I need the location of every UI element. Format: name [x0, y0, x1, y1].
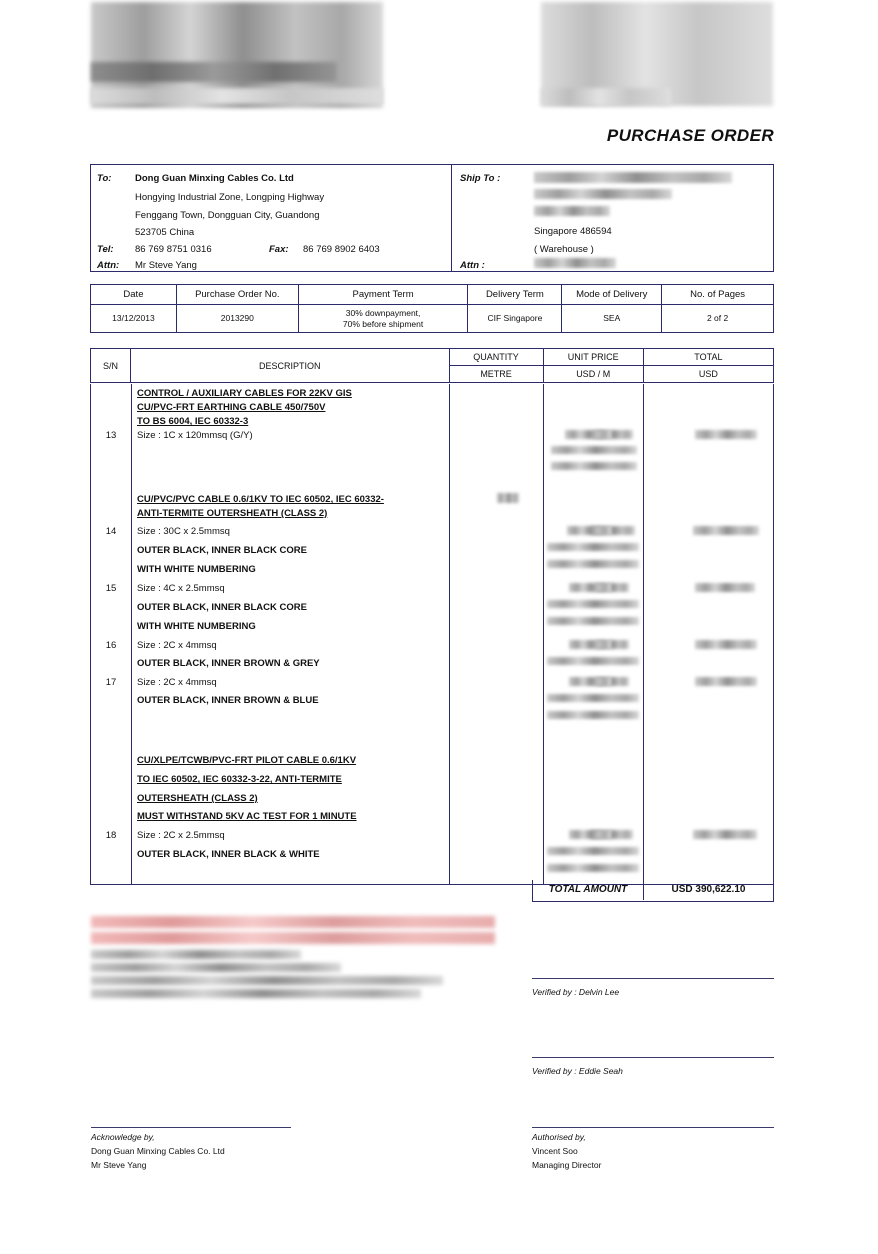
- qty-note-redacted: [547, 711, 639, 719]
- col-header-quantity: QUANTITY: [449, 349, 543, 366]
- column-divider-desc: [449, 384, 450, 884]
- description-line: Size : 2C x 4mmsq: [137, 640, 217, 651]
- note-line-3-redacted: [91, 950, 301, 959]
- line-item-sn: 17: [105, 677, 117, 688]
- description-line: Size : 2C x 4mmsq: [137, 677, 217, 688]
- qty-note-redacted: [547, 657, 639, 665]
- iec-code-redacted: [497, 493, 519, 503]
- meta-value-payment-term: 30% downpayment, 70% before shipment: [298, 305, 468, 333]
- meta-value-po-no: 2013290: [176, 305, 298, 333]
- description-line: CU/XLPE/TCWB/PVC-FRT PILOT CABLE 0.6/1KV: [137, 755, 357, 766]
- total-redacted: [695, 583, 755, 592]
- description-line: TO BS 6004, IEC 60332-3: [137, 416, 249, 427]
- description-line: ANTI-TERMITE OUTERSHEATH (CLASS 2): [137, 508, 328, 519]
- meta-header-delivery-term: Delivery Term: [468, 285, 562, 305]
- description-line: WITH WHITE NUMBERING: [137, 621, 256, 632]
- qty-note-redacted: [547, 847, 639, 855]
- description-line: MUST WITHSTAND 5KV AC TEST FOR 1 MINUTE: [137, 811, 357, 822]
- shipto-label: Ship To :: [460, 173, 501, 184]
- total-amount-label: TOTAL AMOUNT: [548, 884, 628, 895]
- supplier-address-3: 523705 China: [135, 227, 195, 238]
- acknowledge-person: Mr Steve Yang: [91, 1160, 147, 1170]
- note-line-2-redacted: [91, 932, 495, 944]
- shipto-line-1-redacted: [534, 172, 732, 183]
- price-redacted: [569, 640, 611, 649]
- verified-by-1: Verified by : Delvin Lee: [532, 987, 620, 997]
- column-divider-qty: [543, 384, 544, 884]
- supplier-address-1: Hongying Industrial Zone, Longping Highway: [135, 192, 325, 203]
- total-redacted: [695, 640, 757, 649]
- authorised-person: Vincent Soo: [532, 1146, 578, 1156]
- total-amount-row: [532, 880, 774, 902]
- price-redacted: [569, 583, 611, 592]
- address-box: [90, 164, 774, 272]
- qty-note-redacted: [551, 462, 637, 470]
- verified-1-line: [532, 978, 774, 979]
- col-header-total: TOTAL: [643, 349, 773, 366]
- supplier-attn: Mr Steve Yang: [135, 260, 197, 271]
- description-line: OUTER BLACK, INNER BROWN & GREY: [137, 658, 320, 669]
- qty-note-redacted: [547, 560, 639, 568]
- description-line: CU/PVC/PVC CABLE 0.6/1KV TO IEC 60502, IEC 60332-: [137, 494, 384, 505]
- meta-header-no-of-pages: No. of Pages: [662, 285, 774, 305]
- authorised-label: Authorised by,: [532, 1132, 586, 1142]
- meta-header-row: [91, 285, 774, 305]
- description-line: OUTERSHEATH (CLASS 2): [137, 793, 258, 804]
- column-divider-price: [643, 384, 644, 884]
- description-line: TO IEC 60502, IEC 60332-3-22, ANTI-TERMITE: [137, 774, 342, 785]
- description-line: Size : 2C x 2.5mmsq: [137, 830, 225, 841]
- meta-value-no-of-pages: 2 of 2: [662, 305, 774, 333]
- qty-note-redacted: [551, 446, 637, 454]
- col-header-quantity-unit: METRE: [449, 366, 543, 383]
- col-header-sn: S/N: [91, 349, 131, 383]
- meta-value-delivery-term: CIF Singapore: [468, 305, 562, 333]
- line-item-sn: 15: [105, 583, 117, 594]
- column-divider-sn: [131, 384, 132, 884]
- shipto-block: [452, 165, 775, 273]
- description-line: Size : 30C x 2.5mmsq: [137, 526, 230, 537]
- note-line-1-redacted: [91, 916, 495, 928]
- meta-header-payment-term: Payment Term: [298, 285, 468, 305]
- verified-2-line: [532, 1057, 774, 1058]
- acknowledge-company: Dong Guan Minxing Cables Co. Ltd: [91, 1146, 225, 1156]
- note-line-6-redacted: [91, 989, 421, 998]
- attn-label-supplier: Attn:: [97, 260, 120, 271]
- shipto-city: Singapore 486594: [534, 226, 612, 237]
- line-items-header: [90, 348, 774, 383]
- logo-right-subtext: [541, 88, 671, 106]
- total-redacted: [695, 430, 757, 439]
- description-line: Size : 4C x 2.5mmsq: [137, 583, 225, 594]
- description-line: CU/PVC-FRT EARTHING CABLE 450/750V: [137, 402, 326, 413]
- price-redacted: [569, 677, 611, 686]
- supplier-fax: 86 769 8902 6403: [303, 244, 380, 255]
- meta-header-mode-of-delivery: Mode of Delivery: [562, 285, 662, 305]
- meta-header-date: Date: [91, 285, 177, 305]
- total-redacted: [693, 830, 757, 839]
- qty-note-redacted: [547, 864, 639, 872]
- description-line: OUTER BLACK, INNER BLACK CORE: [137, 545, 307, 556]
- description-line: OUTER BLACK, INNER BLACK CORE: [137, 602, 307, 613]
- price-redacted: [565, 430, 611, 439]
- fax-label: Fax:: [269, 244, 289, 255]
- line-items-body: [90, 384, 774, 885]
- description-line: CONTROL / AUXILIARY CABLES FOR 22KV GIS: [137, 388, 352, 399]
- shipto-attn-redacted: [534, 258, 616, 268]
- shipto-line-2-redacted: [534, 189, 672, 199]
- acknowledge-line: [91, 1127, 291, 1128]
- shipto-line-3-redacted: [534, 206, 610, 216]
- meta-header-po-no: Purchase Order No.: [176, 285, 298, 305]
- verified-by-2: Verified by : Eddie Seah: [532, 1066, 623, 1076]
- supplier-tel: 86 769 8751 0316: [135, 244, 212, 255]
- order-meta-table: [90, 284, 774, 333]
- qty-note-redacted: [547, 543, 639, 551]
- to-label: To:: [97, 173, 112, 184]
- logo-left-subtext: [91, 88, 383, 104]
- line-item-sn: 18: [105, 830, 117, 841]
- col-header-unit-price: UNIT PRICE: [543, 349, 643, 366]
- line-items-table: [90, 348, 774, 902]
- qty-note-redacted: [547, 600, 639, 608]
- price-redacted: [569, 830, 611, 839]
- note-line-4-redacted: [91, 963, 341, 972]
- description-line: OUTER BLACK, INNER BROWN & BLUE: [137, 695, 319, 706]
- description-line: WITH WHITE NUMBERING: [137, 564, 256, 575]
- supplier-block: [91, 165, 451, 273]
- authorised-title: Managing Director: [532, 1160, 602, 1170]
- meta-value-mode-of-delivery: SEA: [562, 305, 662, 333]
- price-redacted: [567, 526, 611, 535]
- line-item-sn: 13: [105, 430, 117, 441]
- meta-value-date: 13/12/2013: [91, 305, 177, 333]
- supplier-name: Dong Guan Minxing Cables Co. Ltd: [135, 173, 294, 184]
- logo-left-bar: [91, 62, 337, 82]
- attn-label-shipto: Attn :: [460, 260, 485, 271]
- total-amount-value: USD 390,622.10: [671, 884, 746, 895]
- total-redacted: [695, 677, 757, 686]
- total-redacted: [693, 526, 759, 535]
- meta-value-row: [91, 305, 774, 333]
- page-title: PURCHASE ORDER: [606, 126, 774, 145]
- col-header-description: DESCRIPTION: [131, 349, 449, 383]
- line-item-sn: 16: [105, 640, 117, 651]
- supplier-address-2: Fenggang Town, Dongguan City, Guandong: [135, 210, 320, 221]
- tel-label: Tel:: [97, 244, 114, 255]
- authorised-line: [532, 1127, 774, 1128]
- shipto-warehouse: ( Warehouse ): [534, 244, 594, 255]
- line-item-sn: 14: [105, 526, 117, 537]
- qty-note-redacted: [547, 694, 639, 702]
- col-header-total-unit: USD: [643, 366, 773, 383]
- acknowledge-label: Acknowledge by,: [91, 1132, 155, 1142]
- note-line-5-redacted: [91, 976, 443, 985]
- qty-note-redacted: [547, 617, 639, 625]
- description-line: Size : 1C x 120mmsq (G/Y): [137, 430, 253, 441]
- col-header-unit-price-unit: USD / M: [543, 366, 643, 383]
- description-line: OUTER BLACK, INNER BLACK & WHITE: [137, 849, 320, 860]
